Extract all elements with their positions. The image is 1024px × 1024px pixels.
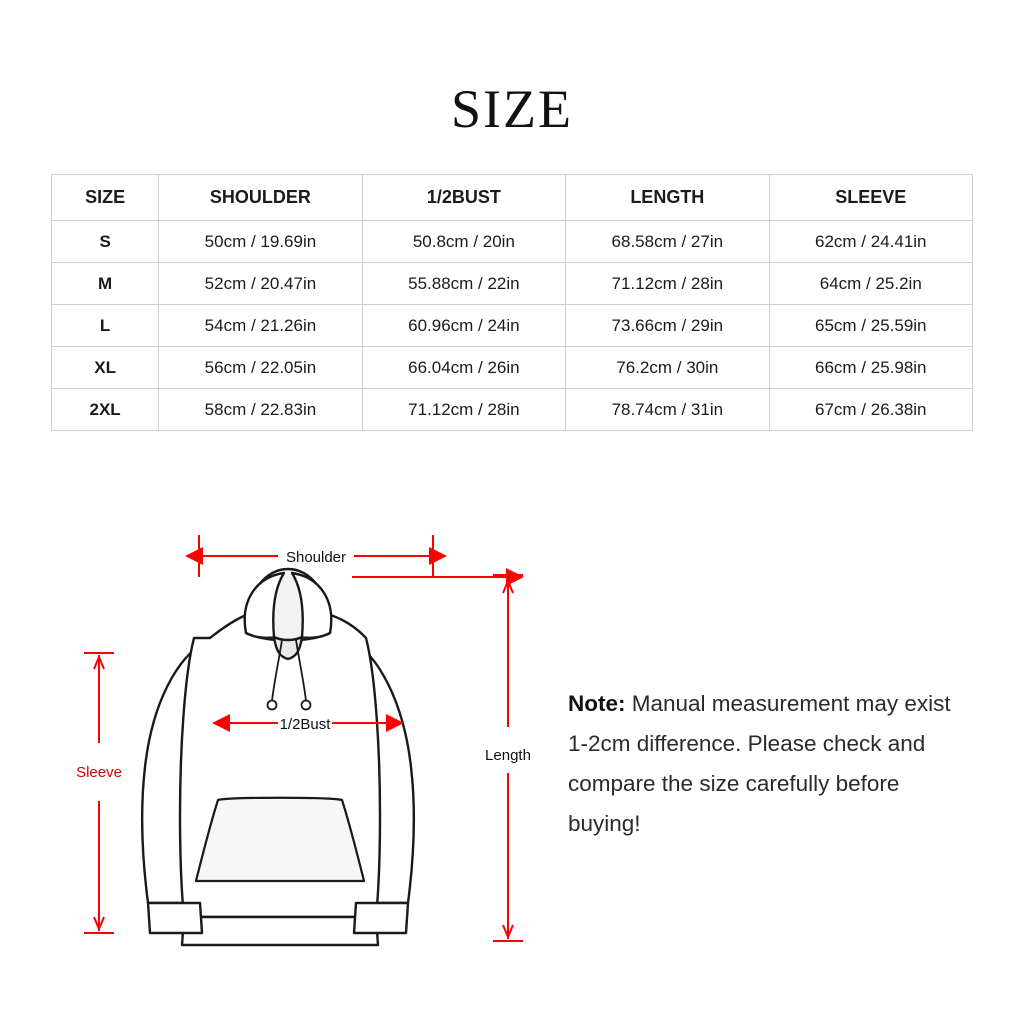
hoodie-illustration [142,569,414,945]
cell-bust: 66.04cm / 26in [362,347,565,389]
label-shoulder: Shoulder [285,549,347,566]
column-header-length: LENGTH [566,175,769,221]
cell-size: L [52,305,159,347]
table-row [52,305,973,347]
cell-shoulder: 50cm / 19.69in [159,221,362,263]
page-title: SIZE [451,79,573,139]
label-bust: 1/2Bust [279,716,331,733]
cell-shoulder: 58cm / 22.83in [159,389,362,431]
column-header-shoulder: SHOULDER [159,175,362,221]
cell-bust: 71.12cm / 28in [362,389,565,431]
cell-bust: 60.96cm / 24in [362,305,565,347]
cell-length: 73.66cm / 29in [566,305,769,347]
table-row [52,389,973,431]
cell-bust: 50.8cm / 20in [362,221,565,263]
cell-length: 76.2cm / 30in [566,347,769,389]
column-header-sleeve: SLEEVE [769,175,972,221]
measurement-note [568,684,968,844]
label-length: Length [485,747,531,764]
cell-length: 78.74cm / 31in [566,389,769,431]
note-label: Note: [568,691,626,716]
cell-shoulder: 52cm / 20.47in [159,263,362,305]
cell-size: M [52,263,159,305]
cell-sleeve: 65cm / 25.59in [769,305,972,347]
cell-sleeve: 67cm / 26.38in [769,389,972,431]
note-text: Manual measurement may exist 1-2cm difference. Please check and compare the size carefully before buying! [568,691,951,836]
cell-sleeve: 62cm / 24.41in [769,221,972,263]
column-header-size: SIZE [52,175,159,221]
cell-size: XL [52,347,159,389]
cell-length: 71.12cm / 28in [566,263,769,305]
size-chart-table [51,174,973,431]
cell-sleeve: 66cm / 25.98in [769,347,972,389]
table-header-row [52,175,973,221]
column-header-bust: 1/2BUST [362,175,565,221]
cell-length: 68.58cm / 27in [566,221,769,263]
table-row [52,263,973,305]
cell-shoulder: 54cm / 21.26in [159,305,362,347]
cell-size: S [52,221,159,263]
label-sleeve: Sleeve [76,764,122,781]
hoodie-measurement-diagram [60,505,560,975]
cell-sleeve: 64cm / 25.2in [769,263,972,305]
table-row [52,347,973,389]
cell-shoulder: 56cm / 22.05in [159,347,362,389]
cell-bust: 55.88cm / 22in [362,263,565,305]
table-row [52,221,973,263]
cell-size: 2XL [52,389,159,431]
